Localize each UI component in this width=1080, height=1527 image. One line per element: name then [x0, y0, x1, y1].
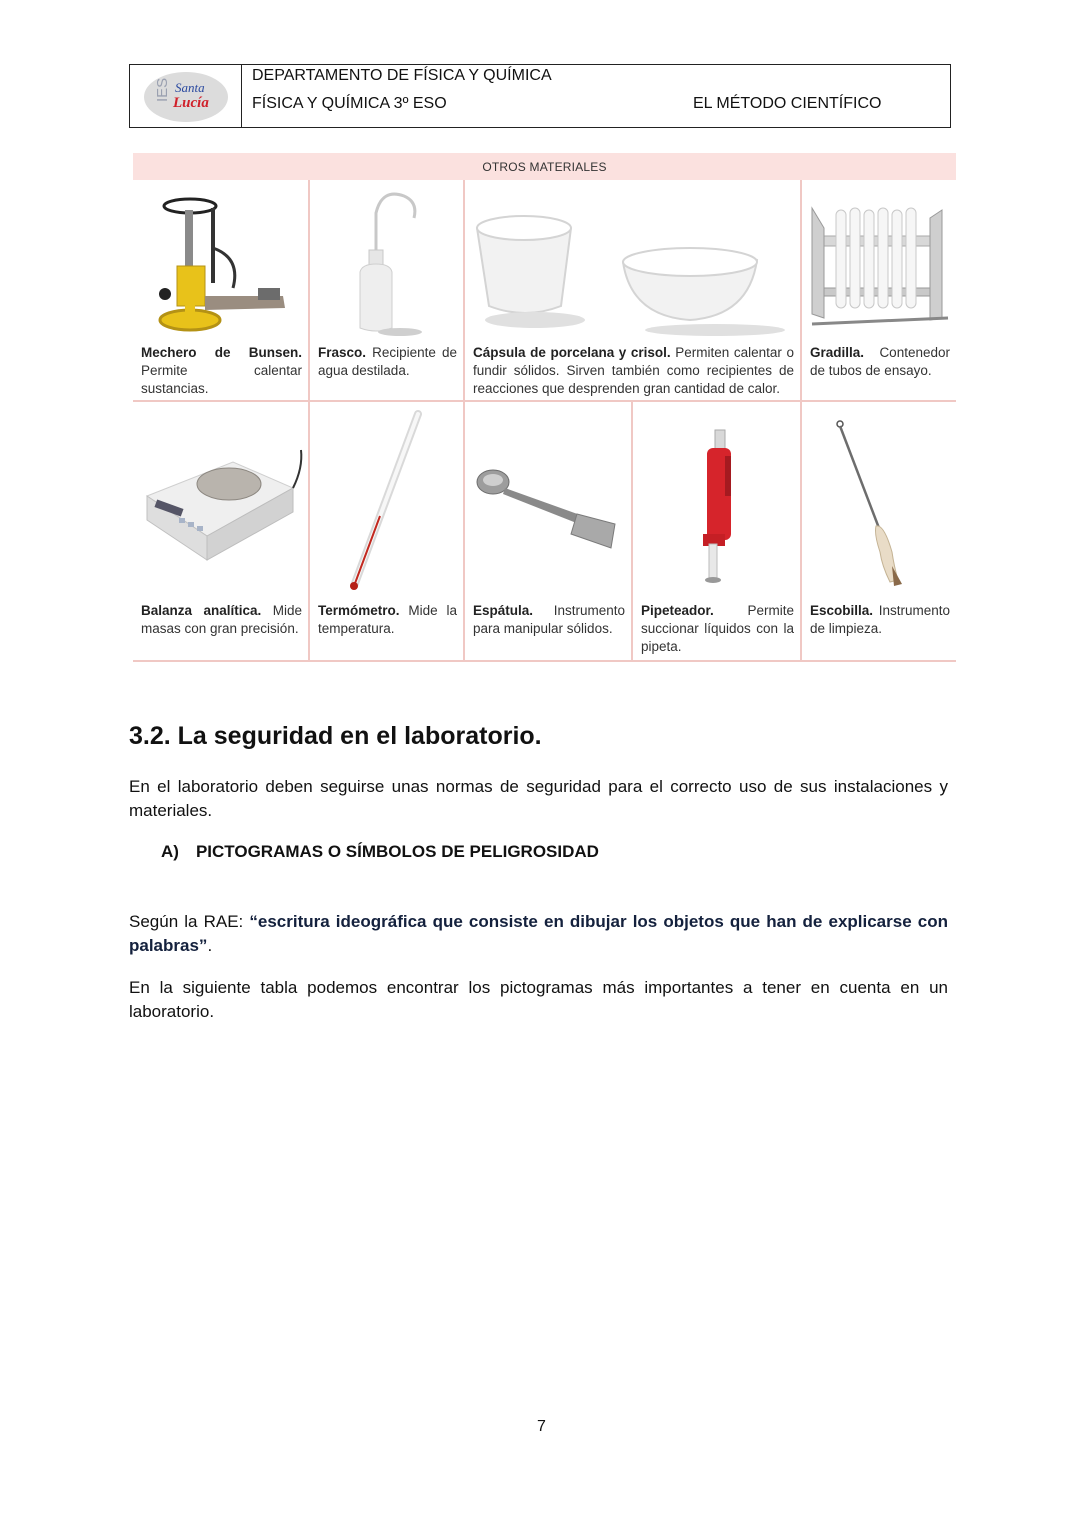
balance-icon [133, 448, 308, 578]
materials-row [133, 180, 956, 402]
material-cell [465, 180, 802, 400]
pipette-filler-icon [633, 422, 800, 592]
unit-title: EL MÉTODO CIENTÍFICO [693, 95, 882, 112]
material-cell [802, 402, 956, 660]
course-name: FÍSICA Y QUÍMICA 3º ESO [252, 95, 447, 112]
material-desc: Permite calentar sustancias. [141, 363, 302, 396]
material-name: Balanza analítica. [141, 603, 262, 618]
material-name: Termómetro. [318, 603, 400, 618]
logo-text-bottom: Lucía [172, 95, 209, 111]
section-intro: En el laboratorio deben seguirse unas normas de seguridad para el correcto uso de sus instalaciones y materiales. [129, 777, 948, 820]
material-desc: Contenedor de tubos de ensayo. [810, 345, 950, 378]
school-logo-icon [141, 68, 231, 124]
brush-icon [802, 416, 954, 591]
material-cell [802, 180, 956, 400]
material-cell [310, 402, 465, 660]
thermometer-icon [310, 408, 463, 593]
material-name: Cápsula de porcelana y crisol. [473, 345, 671, 360]
pictograms-subheading: A) PICTOGRAMAS O SÍMBOLOS DE PELIGROSIDAD [161, 842, 599, 861]
material-desc: Permiten calentar o fundir sólidos. Sirven también como recipientes de reacciones que desprenden gran cantidad de calor. [473, 345, 794, 396]
material-desc: Instrumento para manipular sólidos. [473, 603, 625, 636]
section-heading: 3.2. La seguridad en el laboratorio. [129, 722, 542, 750]
material-name: Gradilla. [810, 345, 865, 360]
rae-definition [129, 910, 948, 958]
material-desc: Instrumento de limpieza. [810, 603, 950, 636]
page-number: 7 [537, 1418, 546, 1435]
wash-bottle-icon [310, 188, 463, 338]
bunsen-burner-icon [133, 188, 308, 338]
material-cell [310, 180, 465, 400]
table-intro: En la siguiente tabla podemos encontrar los pictogramas más importantes a tener en cuenta en un laboratorio. [129, 978, 948, 1021]
material-cell [133, 402, 310, 660]
material-name: Pipeteador. [641, 603, 714, 618]
material-name: Escobilla. [810, 603, 874, 618]
crucible-dish-icon [465, 188, 800, 338]
rae-prefix: Según la RAE: [129, 912, 250, 931]
materials-table [133, 153, 956, 662]
material-name: Espátula. [473, 603, 534, 618]
page-header [129, 64, 951, 128]
material-name: Mechero de Bunsen. [141, 345, 302, 360]
material-cell [465, 402, 633, 660]
material-desc: Mide la temperatura. [318, 603, 457, 636]
spatula-icon [465, 458, 631, 558]
rae-quote: “escritura ideográfica que consiste en dibujar los objetos que han de explicarse con palabras” [129, 912, 948, 955]
logo-side-text: IES [153, 77, 171, 102]
rae-suffix: . [207, 936, 213, 955]
logo-text-top: Santa [174, 80, 205, 95]
school-logo [130, 65, 242, 127]
test-tube-rack-icon [802, 188, 954, 338]
material-cell [133, 180, 310, 400]
materials-table-title: OTROS MATERIALES [133, 153, 956, 180]
material-desc: Recipiente de agua destilada. [318, 345, 457, 378]
materials-row [133, 402, 956, 662]
material-desc: Mide masas con gran precisión. [141, 603, 302, 636]
material-cell [633, 402, 802, 660]
material-desc: Permite succionar líquidos con la pipeta. [641, 603, 794, 654]
department-name: DEPARTAMENTO DE FÍSICA Y QUÍMICA [252, 67, 552, 84]
material-name: Frasco. [318, 345, 367, 360]
